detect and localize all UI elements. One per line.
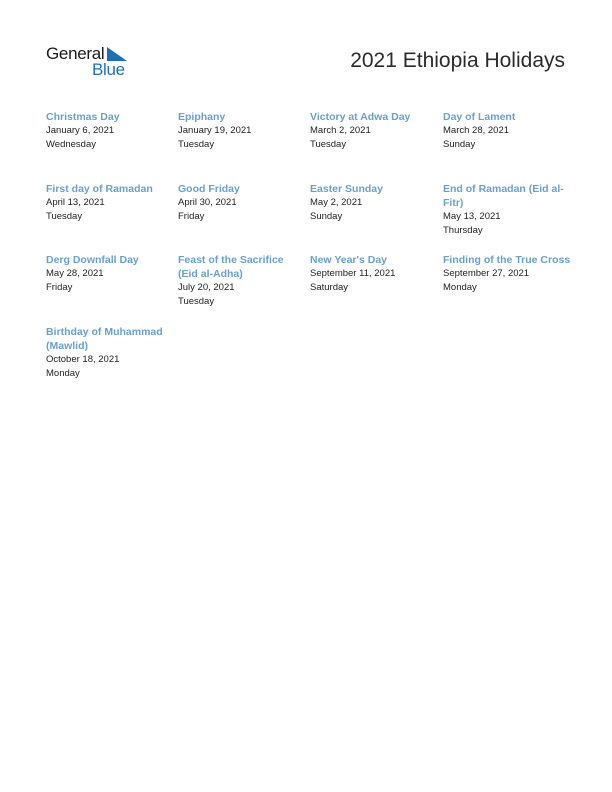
holiday-weekday: Friday [178, 210, 205, 222]
holiday-name: Christmas Day [46, 111, 120, 123]
holiday-item [46, 325, 174, 380]
holiday-date: March 2, 2021 [310, 125, 371, 136]
logo-triangle-icon [107, 47, 127, 61]
holiday-weekday: Monday [443, 281, 477, 293]
holiday-date: April 13, 2021 [46, 197, 105, 208]
holiday-date: May 13, 2021 [443, 211, 501, 222]
holiday-weekday: Tuesday [46, 210, 83, 222]
logo-text-blue: Blue [92, 60, 125, 79]
holiday-date: October 18, 2021 [46, 354, 120, 365]
holiday-weekday: Tuesday [178, 295, 215, 307]
holiday-date: September 11, 2021 [310, 268, 396, 279]
holiday-date: July 20, 2021 [178, 282, 235, 293]
holiday-date: January 19, 2021 [178, 125, 252, 136]
holiday-name: First day of Ramadan [46, 183, 153, 195]
holiday-item [443, 182, 571, 237]
holiday-item [443, 110, 571, 151]
holiday-date: May 2, 2021 [310, 197, 363, 208]
holiday-name: Finding of the True Cross [443, 254, 571, 266]
holiday-weekday: Sunday [443, 138, 476, 150]
holiday-name: Epiphany [178, 111, 226, 123]
holiday-weekday: Friday [46, 281, 73, 293]
holiday-weekday: Tuesday [178, 138, 215, 150]
holiday-name: Birthday of Muhammad (Mawlid) [46, 326, 163, 352]
holiday-item [46, 182, 174, 223]
holiday-weekday: Wednesday [46, 138, 96, 150]
holiday-item [178, 110, 306, 151]
holiday-item [310, 182, 438, 223]
holiday-name: Day of Lament [443, 111, 516, 123]
holiday-item [443, 253, 576, 294]
holiday-item [310, 110, 438, 151]
holiday-weekday: Sunday [310, 210, 343, 222]
holiday-item [46, 253, 174, 294]
holiday-name: Derg Downfall Day [46, 254, 139, 266]
holiday-date: January 6, 2021 [46, 125, 115, 136]
holiday-date: May 28, 2021 [46, 268, 104, 279]
page-title: 2021 Ethiopia Holidays [350, 49, 565, 72]
holiday-date: April 30, 2021 [178, 197, 237, 208]
holiday-name: Easter Sunday [310, 183, 383, 195]
holiday-name: Feast of the Sacrifice (Eid al-Adha) [178, 254, 284, 280]
holiday-name: End of Ramadan (Eid al-Fitr) [443, 183, 564, 209]
holiday-name: New Year's Day [310, 254, 388, 266]
holiday-weekday: Thursday [443, 224, 483, 236]
holiday-item [46, 110, 174, 151]
holiday-date: September 27, 2021 [443, 268, 530, 279]
holiday-weekday: Monday [46, 367, 80, 379]
holiday-weekday: Saturday [310, 281, 349, 293]
holiday-date: March 28, 2021 [443, 125, 510, 136]
generalblue-logo [46, 44, 136, 80]
holiday-weekday: Tuesday [310, 138, 347, 150]
holiday-name: Victory at Adwa Day [310, 111, 411, 123]
holiday-name: Good Friday [178, 183, 240, 195]
holiday-item [310, 253, 438, 294]
logo-text-general: General [46, 44, 105, 63]
holiday-item [178, 253, 306, 308]
holiday-item [178, 182, 306, 223]
